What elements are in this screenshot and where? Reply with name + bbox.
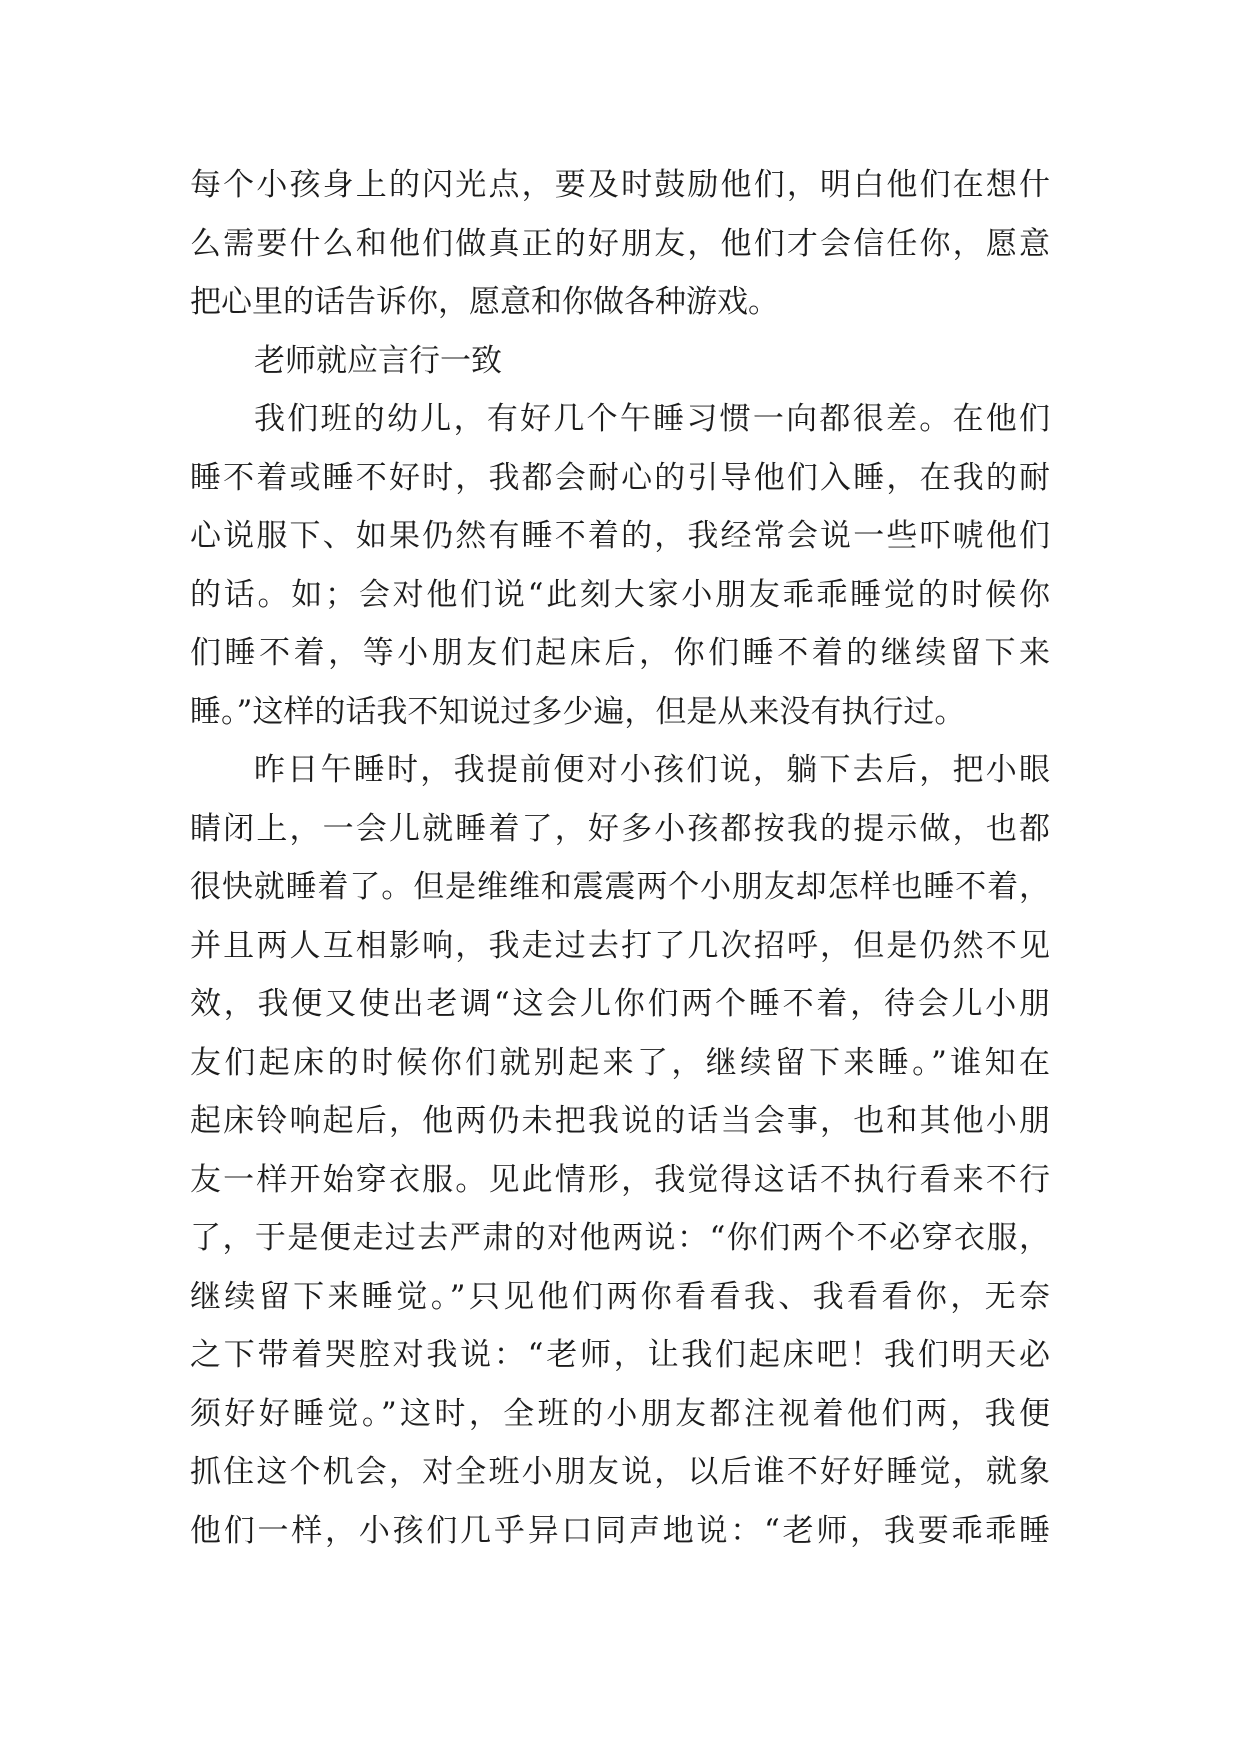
text-line: 的话。如；会对他们说“此刻大家小朋友乖乖睡觉的时候你 bbox=[190, 576, 1050, 613]
text-line: 抓住这个机会，对全班小朋友说，以后谁不好好睡觉，就象 bbox=[190, 1454, 1050, 1490]
text-line: 之下带着哭腔对我说：“老师，让我们起床吧！我们明天必 bbox=[190, 1337, 1050, 1373]
text-line: 很快就睡着了。但是维维和震震两个小朋友却怎样也睡不着， bbox=[190, 869, 1050, 905]
text-line: 效，我便又使出老调“这会儿你们两个睡不着，待会儿小朋 bbox=[190, 986, 1050, 1022]
text-line: 并且两人互相影响，我走过去打了几次招呼，但是仍然不见 bbox=[190, 927, 1050, 964]
text-line: 继续留下来睡觉。”只见他们两你看看我、我看看你，无奈 bbox=[190, 1278, 1050, 1315]
text-line: 睡。”这样的话我不知说过多少遍，但是从来没有执行过。 bbox=[190, 693, 966, 730]
text-line: 们睡不着，等小朋友们起床后，你们睡不着的继续留下来 bbox=[190, 635, 1050, 671]
text-line: 我们班的幼儿，有好几个午睡习惯一向都很差。在他们 bbox=[254, 401, 1050, 437]
text-line: 须好好睡觉。”这时，全班的小朋友都注视着他们两，我便 bbox=[190, 1395, 1050, 1432]
text-line: 么需要什么和他们做真正的好朋友，他们才会信任你，愿意 bbox=[190, 225, 1050, 262]
text-line: 他们一样，小孩们几乎异口同声地说：“老师，我要乖乖睡 bbox=[190, 1512, 1050, 1549]
text-line: 心说服下、如果仍然有睡不着的，我经常会说一些吓唬他们 bbox=[190, 518, 1050, 554]
text-line: 友一样开始穿衣服。见此情形，我觉得这话不执行看来不行 bbox=[190, 1161, 1050, 1198]
text-line: 把心里的话告诉你，愿意和你做各种游戏。 bbox=[190, 284, 779, 320]
document-body bbox=[190, 156, 1050, 1560]
text-line: 了，于是便走过去严肃的对他两说：“你们两个不必穿衣服， bbox=[190, 1220, 1050, 1256]
section-heading: 老师就应言行一致 bbox=[254, 342, 502, 379]
text-line: 睡不着或睡不好时，我都会耐心的引导他们入睡，在我的耐 bbox=[190, 459, 1050, 496]
text-line: 友们起床的时候你们就别起来了，继续留下来睡。”谁知在 bbox=[190, 1044, 1050, 1081]
text-line: 睛闭上，一会儿就睡着了，好多小孩都按我的提示做，也都 bbox=[190, 810, 1050, 847]
text-line: 每个小孩身上的闪光点，要及时鼓励他们，明白他们在想什 bbox=[190, 167, 1050, 203]
text-line: 起床铃响起后，他两仍未把我说的话当会事，也和其他小朋 bbox=[190, 1103, 1050, 1139]
text-line: 昨日午睡时，我提前便对小孩们说，躺下去后，把小眼 bbox=[254, 752, 1050, 788]
